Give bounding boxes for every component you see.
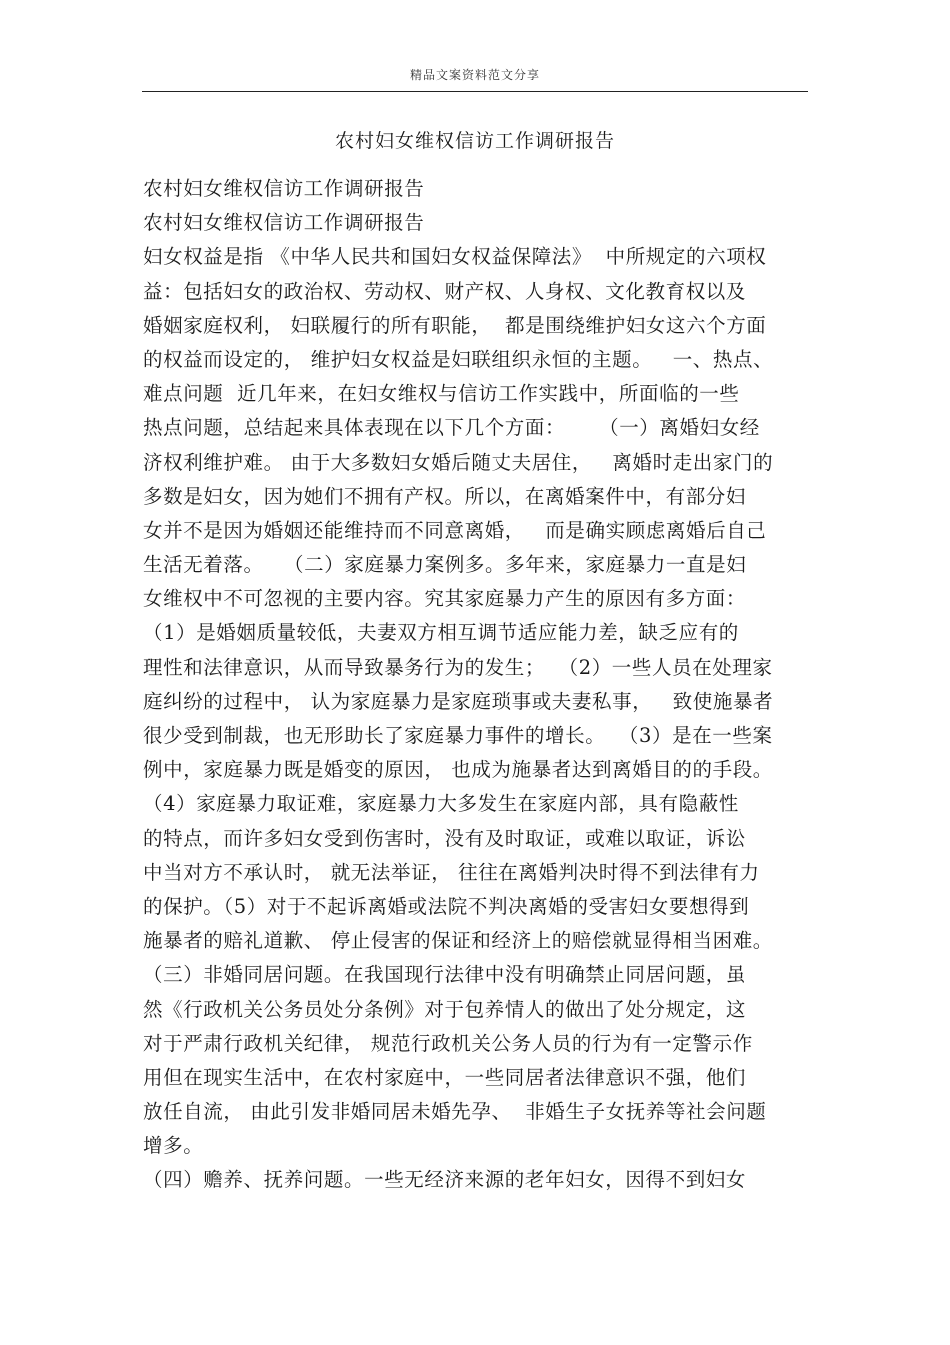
text-line: 中当对方不承认时， 就无法举证， 往往在离婚判决时得不到法律有力	[143, 860, 760, 884]
text-line: 的权益而设定的， 维护妇女权益是妇联组织永恒的主题。 一、热点、	[143, 347, 774, 371]
running-header: 精品文案资料范文分享	[409, 68, 540, 82]
text-line: 用但在现实生活中，在农村家庭中，一些同居者法律意识不强，他们	[143, 1065, 747, 1089]
text-line: 婚姻家庭权利， 妇联履行的所有职能， 都是围绕维护妇女这六个方面	[143, 313, 767, 337]
text-line: （四）赡养、抚养问题。一些无经济来源的老年妇女，因得不到妇女	[143, 1168, 747, 1192]
text-line: 济权利维护难。 由于大多数妇女婚后随丈夫居住， 离婚时走出家门的	[143, 450, 774, 474]
text-line: 女维权中不可忽视的主要内容。究其家庭暴力产生的原因有多方面：	[143, 587, 747, 611]
text-line: （1）是婚姻质量较低，夫妻双方相互调节适应能力差，缺乏应有的	[143, 621, 739, 645]
text-line: （4）家庭暴力取证难，家庭暴力大多发生在家庭内部，具有隐蔽性	[143, 792, 739, 816]
text-line: 庭纠纷的过程中， 认为家庭暴力是家庭琐事或夫妻私事， 致使施暴者	[143, 689, 774, 713]
text-line: 女并不是因为婚姻还能维持而不同意离婚， 而是确实顾虑离婚后自己	[143, 518, 767, 542]
text-line: 妇女权益是指 《中华人民共和国妇女权益保障法》 中所规定的六项权	[143, 245, 767, 269]
text-line: （三）非婚同居问题。在我国现行法律中没有明确禁止同居问题，虽	[143, 963, 747, 987]
text-line: 施暴者的赔礼道歉、 停止侵害的保证和经济上的赔偿就显得相当困难。	[143, 929, 773, 953]
text-line: 农村妇女维权信访工作调研报告	[143, 177, 425, 200]
document-body	[143, 172, 823, 1198]
text-line: 农村妇女维权信访工作调研报告	[143, 211, 425, 235]
text-line: 理性和法律意识，从而导致暴务行为的发生； （2）一些人员在处理家	[143, 655, 773, 679]
text-line: 的保护。（5）对于不起诉离婚或法院不判决离婚的受害妇女要想得到	[143, 894, 750, 918]
text-line: 增多。	[143, 1134, 204, 1158]
text-line: 多数是妇女，因为她们不拥有产权。所以，在离婚案件中，有部分妇	[143, 484, 747, 508]
text-line: 益：包括妇女的政治权、劳动权、财产权、人身权、文化教育权以及	[143, 279, 747, 303]
header-rule	[142, 91, 808, 92]
text-line: 然《行政机关公务员处分条例》对于包养情人的做出了处分规定，这	[143, 997, 747, 1021]
text-line: 对于严肃行政机关纪律， 规范行政机关公务人员的行为有一定警示作	[143, 1031, 753, 1055]
text-line: 生活无着落。 （二）家庭暴力案例多。多年来，家庭暴力一直是妇	[143, 553, 747, 577]
text-line: 很少受到制裁，也无形助长了家庭暴力事件的增长。 （3）是在一些案	[143, 724, 773, 747]
text-line: 例中，家庭暴力既是婚变的原因， 也成为施暴者达到离婚目的的手段。	[143, 758, 773, 782]
text-line: 的特点，而许多妇女受到伤害时，没有及时取证，或难以取证，诉讼	[143, 826, 747, 850]
document-title: 农村妇女维权信访工作调研报告	[334, 130, 615, 152]
text-line: 难点问题 近几年来，在妇女维权与信访工作实践中，所面临的一些	[143, 382, 740, 406]
text-line: 热点问题，总结起来具体表现在以下几个方面： （一）离婚妇女经	[143, 416, 760, 440]
text-line: 放任自流， 由此引发非婚同居未婚先孕、 非婚生子女抚养等社会问题	[143, 1100, 767, 1124]
